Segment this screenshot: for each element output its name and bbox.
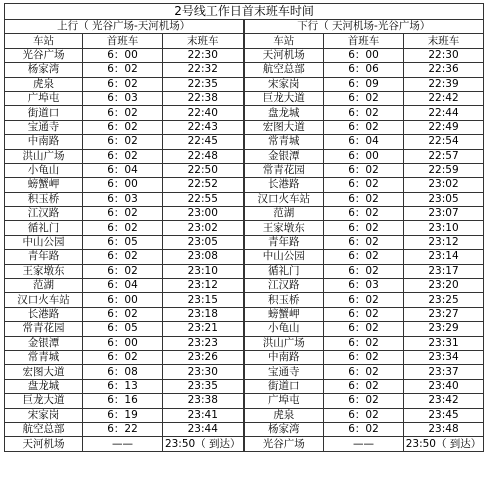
last-train-time: 23:14: [404, 250, 484, 264]
column-header-first-train: 首班车: [324, 34, 404, 48]
first-train-time: 6：02: [324, 307, 404, 321]
first-train-time: 6：02: [324, 293, 404, 307]
station-name: 金银潭: [244, 149, 324, 163]
table-row: [5, 250, 484, 264]
station-name: 中山公园: [5, 235, 83, 249]
station-name: 航空总部: [244, 63, 324, 77]
last-train-time: 22:54: [404, 135, 484, 149]
station-name: 街道口: [244, 379, 324, 393]
first-train-time: 6：02: [324, 235, 404, 249]
first-train-time: 6：02: [83, 264, 163, 278]
first-train-time: 6：00: [83, 336, 163, 350]
station-name: 盘龙城: [244, 106, 324, 120]
station-name: 宝通寺: [5, 120, 83, 134]
last-train-time: 23:07: [404, 207, 484, 221]
station-name: 光谷广场: [244, 437, 324, 451]
table-row: [5, 192, 484, 206]
station-name: 常青城: [244, 135, 324, 149]
last-train-time: 23:23: [163, 336, 244, 350]
last-train-time: 22:38: [163, 91, 244, 105]
station-name: 长港路: [244, 178, 324, 192]
last-train-time: 22:52: [163, 178, 244, 192]
station-name: 常青花园: [244, 163, 324, 177]
last-train-time: 22:30: [163, 48, 244, 62]
column-header-station: 车站: [5, 34, 83, 48]
station-name: 光谷广场: [5, 48, 83, 62]
table-row: [5, 437, 484, 451]
last-train-time: 23:20: [404, 279, 484, 293]
last-train-time: 23:44: [163, 422, 244, 436]
table-row: [5, 106, 484, 120]
station-name: 虎泉: [5, 77, 83, 91]
first-train-time: 6：02: [83, 207, 163, 221]
station-name: 广埠屯: [244, 394, 324, 408]
station-name: 江汉路: [244, 279, 324, 293]
first-train-time: 6：02: [83, 149, 163, 163]
station-name: 循礼门: [244, 264, 324, 278]
table-row: [5, 135, 484, 149]
first-train-time: 6：02: [83, 350, 163, 364]
last-train-time: 22:39: [404, 77, 484, 91]
table-row: [5, 408, 484, 422]
first-train-time: 6：02: [324, 422, 404, 436]
first-train-time: ——: [324, 437, 404, 451]
table-row: [5, 178, 484, 192]
last-train-time: 22:44: [404, 106, 484, 120]
last-train-time: 23:10: [163, 264, 244, 278]
first-train-time: 6：02: [324, 91, 404, 105]
first-train-time: 6：02: [83, 250, 163, 264]
last-train-time: 22:59: [404, 163, 484, 177]
first-train-time: 6：02: [324, 163, 404, 177]
last-train-time: 22:43: [163, 120, 244, 134]
first-train-time: 6：02: [83, 77, 163, 91]
first-train-time: 6：16: [83, 394, 163, 408]
station-name: 天河机场: [5, 437, 83, 451]
last-train-time: 23:05: [404, 192, 484, 206]
first-train-time: 6：04: [83, 279, 163, 293]
station-name: 中山公园: [244, 250, 324, 264]
timetable-grid: [4, 3, 484, 452]
first-train-time: 6：02: [324, 408, 404, 422]
last-train-time: 23:10: [404, 221, 484, 235]
station-name: 宋家岗: [5, 408, 83, 422]
last-train-time: 23:02: [163, 221, 244, 235]
last-train-time: 23:34: [404, 350, 484, 364]
station-name: 螃蟹岬: [244, 307, 324, 321]
last-train-time: 23:18: [163, 307, 244, 321]
first-train-time: 6：00: [83, 293, 163, 307]
station-name: 青年路: [244, 235, 324, 249]
last-train-time: 22:55: [163, 192, 244, 206]
first-train-time: 6：02: [324, 322, 404, 336]
first-train-time: 6：02: [324, 336, 404, 350]
station-name: 洪山广场: [244, 336, 324, 350]
last-train-time: 23:37: [404, 365, 484, 379]
last-train-time: 22:42: [404, 91, 484, 105]
table-row: [5, 307, 484, 321]
station-name: 汉口火车站: [5, 293, 83, 307]
last-train-time: 22:49: [404, 120, 484, 134]
table-row: [5, 163, 484, 177]
timetable: [4, 3, 483, 452]
first-train-time: 6：00: [324, 48, 404, 62]
last-train-time: 22:45: [163, 135, 244, 149]
first-train-time: 6：03: [324, 279, 404, 293]
first-train-time: ——: [83, 437, 163, 451]
station-name: 青年路: [5, 250, 83, 264]
column-header-last-train: 末班车: [163, 34, 244, 48]
first-train-time: 6：02: [324, 350, 404, 364]
last-train-time: 23:29: [404, 322, 484, 336]
last-train-time: 23:50（ 到达）: [404, 437, 484, 451]
first-train-time: 6：02: [83, 135, 163, 149]
station-name: 天河机场: [244, 48, 324, 62]
first-train-time: 6：05: [83, 322, 163, 336]
table-row: [5, 293, 484, 307]
last-train-time: 23:21: [163, 322, 244, 336]
first-train-time: 6：02: [83, 307, 163, 321]
first-train-time: 6：13: [83, 379, 163, 393]
last-train-time: 23:48: [404, 422, 484, 436]
station-name: 宏图大道: [5, 365, 83, 379]
first-train-time: 6：02: [324, 379, 404, 393]
table-row: [5, 149, 484, 163]
last-train-time: 22:50: [163, 163, 244, 177]
station-name: 航空总部: [5, 422, 83, 436]
station-name: 长港路: [5, 307, 83, 321]
first-train-time: 6：02: [324, 178, 404, 192]
last-train-time: 23:08: [163, 250, 244, 264]
station-name: 范湖: [244, 207, 324, 221]
last-train-time: 23:02: [404, 178, 484, 192]
first-train-time: 6：03: [83, 192, 163, 206]
table-row: [5, 91, 484, 105]
last-train-time: 22:40: [163, 106, 244, 120]
station-name: 循礼门: [5, 221, 83, 235]
station-name: 积玉桥: [244, 293, 324, 307]
first-train-time: 6：02: [83, 63, 163, 77]
station-name: 常青花园: [5, 322, 83, 336]
table-row: [5, 48, 484, 62]
last-train-time: 23:17: [404, 264, 484, 278]
station-name: 巨龙大道: [244, 91, 324, 105]
last-train-time: 23:05: [163, 235, 244, 249]
first-train-time: 6：02: [83, 106, 163, 120]
last-train-time: 23:27: [404, 307, 484, 321]
first-train-time: 6：04: [324, 135, 404, 149]
direction-up-header: 上行（ 光谷广场-天河机场）: [5, 20, 244, 34]
station-name: 宏图大道: [244, 120, 324, 134]
table-row: [5, 336, 484, 350]
first-train-time: 6：08: [83, 365, 163, 379]
table-row: [5, 379, 484, 393]
station-name: 积玉桥: [5, 192, 83, 206]
first-train-time: 6：04: [83, 163, 163, 177]
first-train-time: 6：02: [83, 221, 163, 235]
table-row: [5, 394, 484, 408]
table-row: [5, 264, 484, 278]
table-row: [5, 63, 484, 77]
last-train-time: 22:57: [404, 149, 484, 163]
first-train-time: 6：00: [324, 149, 404, 163]
last-train-time: 23:26: [163, 350, 244, 364]
table-row: [5, 365, 484, 379]
table-row: [5, 120, 484, 134]
first-train-time: 6：09: [324, 77, 404, 91]
first-train-time: 6：05: [83, 235, 163, 249]
table-row: [5, 235, 484, 249]
first-train-time: 6：02: [324, 192, 404, 206]
last-train-time: 23:40: [404, 379, 484, 393]
station-name: 虎泉: [244, 408, 324, 422]
last-train-time: 23:12: [404, 235, 484, 249]
table-row: [5, 322, 484, 336]
table-row: [5, 221, 484, 235]
first-train-time: 6：02: [324, 207, 404, 221]
first-train-time: 6：22: [83, 422, 163, 436]
station-name: 杨家湾: [5, 63, 83, 77]
station-name: 中南路: [5, 135, 83, 149]
station-name: 盘龙城: [5, 379, 83, 393]
last-train-time: 23:12: [163, 279, 244, 293]
station-name: 王家墩东: [244, 221, 324, 235]
station-name: 王家墩东: [5, 264, 83, 278]
station-name: 广埠屯: [5, 91, 83, 105]
first-train-time: 6：02: [83, 120, 163, 134]
last-train-time: 23:15: [163, 293, 244, 307]
column-header-station: 车站: [244, 34, 324, 48]
last-train-time: 23:45: [404, 408, 484, 422]
last-train-time: 22:32: [163, 63, 244, 77]
last-train-time: 23:35: [163, 379, 244, 393]
first-train-time: 6：02: [324, 394, 404, 408]
first-train-time: 6：02: [324, 365, 404, 379]
last-train-time: 23:42: [404, 394, 484, 408]
station-name: 巨龙大道: [5, 394, 83, 408]
last-train-time: 23:25: [404, 293, 484, 307]
last-train-time: 22:35: [163, 77, 244, 91]
last-train-time: 23:38: [163, 394, 244, 408]
station-name: 中南路: [244, 350, 324, 364]
last-train-time: 23:30: [163, 365, 244, 379]
station-name: 金银潭: [5, 336, 83, 350]
table-title: 2号线工作日首末班车时间: [5, 4, 484, 20]
table-row: [5, 350, 484, 364]
table-row: [5, 279, 484, 293]
station-name: 小龟山: [244, 322, 324, 336]
first-train-time: 6：02: [324, 250, 404, 264]
table-row: [5, 422, 484, 436]
last-train-time: 22:30: [404, 48, 484, 62]
station-name: 街道口: [5, 106, 83, 120]
first-train-time: 6：02: [324, 221, 404, 235]
station-name: 杨家湾: [244, 422, 324, 436]
last-train-time: 22:36: [404, 63, 484, 77]
first-train-time: 6：02: [324, 120, 404, 134]
column-header-last-train: 末班车: [404, 34, 484, 48]
station-name: 江汉路: [5, 207, 83, 221]
last-train-time: 23:41: [163, 408, 244, 422]
station-name: 洪山广场: [5, 149, 83, 163]
last-train-time: 23:50（ 到达）: [163, 437, 244, 451]
table-row: [5, 77, 484, 91]
last-train-time: 23:00: [163, 207, 244, 221]
station-name: 汉口火车站: [244, 192, 324, 206]
column-header-first-train: 首班车: [83, 34, 163, 48]
station-name: 宝通寺: [244, 365, 324, 379]
station-name: 常青城: [5, 350, 83, 364]
direction-down-header: 下行（ 天河机场-光谷广场）: [244, 20, 484, 34]
first-train-time: 6：19: [83, 408, 163, 422]
first-train-time: 6：00: [83, 178, 163, 192]
station-name: 范湖: [5, 279, 83, 293]
first-train-time: 6：03: [83, 91, 163, 105]
station-name: 螃蟹岬: [5, 178, 83, 192]
first-train-time: 6：00: [83, 48, 163, 62]
last-train-time: 23:31: [404, 336, 484, 350]
table-row: [5, 207, 484, 221]
station-name: 宋家岗: [244, 77, 324, 91]
first-train-time: 6：06: [324, 63, 404, 77]
first-train-time: 6：02: [324, 264, 404, 278]
last-train-time: 22:48: [163, 149, 244, 163]
station-name: 小龟山: [5, 163, 83, 177]
first-train-time: 6：02: [324, 106, 404, 120]
